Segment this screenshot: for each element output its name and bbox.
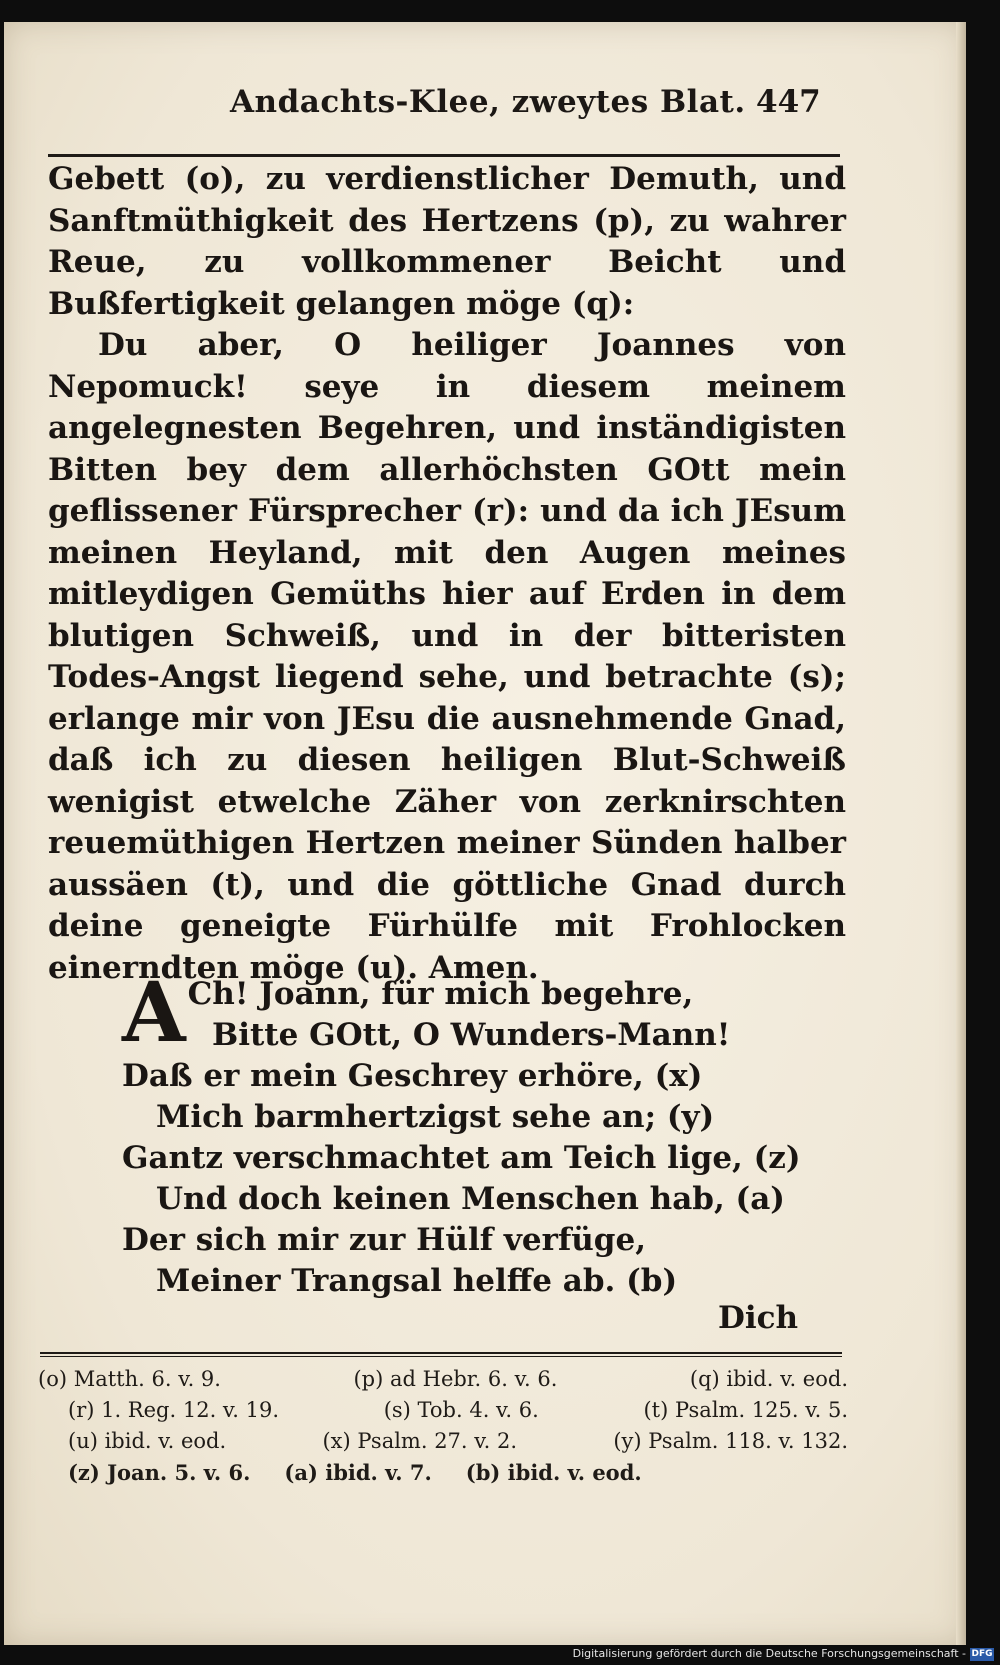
footnote: (s) Tob. 4. v. 6. xyxy=(383,1398,539,1422)
verse-stanza xyxy=(122,965,842,1302)
verse-line: Mich barmhertzigst sehe an; (y) xyxy=(156,1099,715,1135)
body-text xyxy=(48,159,846,989)
footnote: (t) Psalm. 125. v. 5. xyxy=(643,1398,848,1422)
footnote: (r) 1. Reg. 12. v. 19. xyxy=(68,1398,280,1422)
verse-line: Meiner Trangsal helffe ab. (b) xyxy=(156,1263,678,1299)
footnote-row xyxy=(38,1364,848,1395)
paragraph-continued: Gebett (o), zu verdienstlicher Demuth, und Sanftmüthigkeit des Hertzens (p), zu wahrer Reue, zu vollkommener Beicht und Bußfertigkeit gelangen möge (q): xyxy=(48,161,846,322)
footnotes xyxy=(38,1364,848,1488)
footnote-row xyxy=(38,1457,848,1488)
verse-line: Und doch keinen Menschen hab, (a) xyxy=(156,1181,785,1217)
running-head: Andachts-Klee, zweytes Blat. xyxy=(230,84,746,120)
footnote: (o) Matth. 6. v. 9. xyxy=(38,1367,221,1391)
footnote-row xyxy=(38,1426,848,1457)
header-rule xyxy=(48,154,840,157)
verse-line: Bitte GOtt, O Wunders-Mann! xyxy=(212,1017,731,1053)
page-number: 447 xyxy=(756,84,821,120)
funding-credit: Digitalisierung gefördert durch die Deutsche Forschungsgemeinschaft - xyxy=(572,1647,966,1660)
footnote: (q) ibid. v. eod. xyxy=(689,1367,848,1391)
page-spine-edge xyxy=(956,22,966,1645)
footnote: (p) ad Hebr. 6. v. 6. xyxy=(353,1367,558,1391)
footnote-rule xyxy=(40,1352,842,1354)
verse-line: Gantz verschmachtet am Teich lige, (z) xyxy=(122,1140,801,1176)
footnote: (b) ibid. v. eod. xyxy=(465,1460,642,1485)
footnote: (y) Psalm. 118. v. 132. xyxy=(613,1429,848,1453)
footnote: (x) Psalm. 27. v. 2. xyxy=(322,1429,518,1453)
catchword: Dich xyxy=(718,1300,799,1336)
footnote: (a) ibid. v. 7. xyxy=(284,1460,432,1485)
book-page xyxy=(4,22,966,1645)
dfg-logo-icon: DFG xyxy=(971,1649,993,1659)
paragraph-prayer: Du aber, O heiliger Joannes von Nepomuck! seye in diesem meinem angelegnesten Begehren, und inständigisten Bitten bey dem allerhöchsten GOtt mein geflissener Fürsprecher (r): und da ich JEsum meinen Heyland, mit den Augen meines mitleydigen Gemüths hier auf Erden in dem blutigen Schweiß, und in der bitteristen Todes-Angst liegend sehe, und betrachte (s); erlange mir von JEsu die ausnehmende Gnad, daß ich zu diesen heiligen Blut-Schweiß wenigist etwelche Zäher von zerknirschten reuemüthigen Hertzen meiner Sünden halber aussäen (t), und die göttliche Gnad durch deine geneigte Fürhülfe mit Frohlocken einerndten möge (u). Amen. xyxy=(48,327,846,986)
verse-line: Der sich mir zur Hülf verfüge, xyxy=(122,1222,647,1258)
footnote: (u) ibid. v. eod. xyxy=(68,1429,227,1453)
verse-line: Daß er mein Geschrey erhöre, (x) xyxy=(122,1058,703,1094)
drop-initial: A xyxy=(122,965,186,1061)
footnote-row xyxy=(38,1395,848,1426)
footnote: (z) Joan. 5. v. 6. xyxy=(68,1460,251,1485)
verse-line: Ch! Joann, für mich begehre, xyxy=(187,976,694,1012)
footnote-rule-thin xyxy=(40,1356,842,1357)
